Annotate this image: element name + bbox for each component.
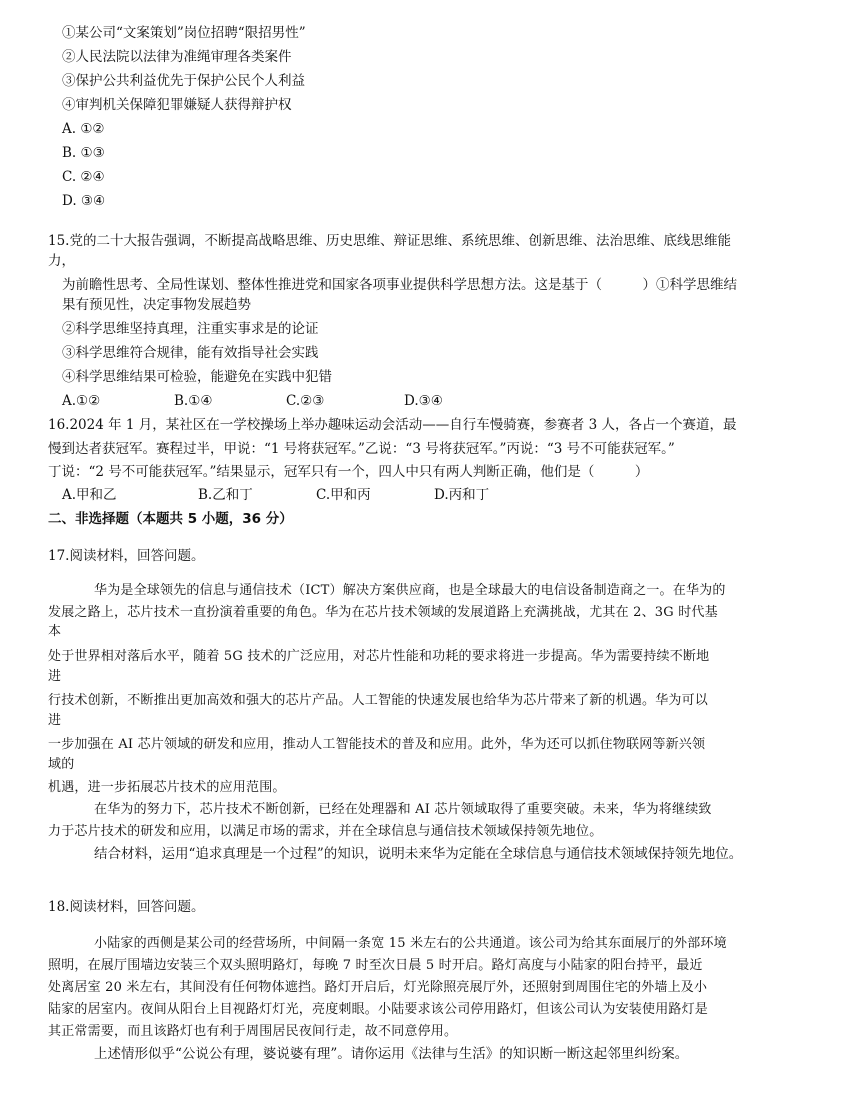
q16-stem-line-2: 慢到达者获冠军。赛程过半，甲说：“1 号将获冠军。”乙说：“3 号将获冠军。”丙说：“3 号不可能获冠军。” [48, 441, 675, 457]
q16-option-a: A.甲和乙 [62, 487, 117, 503]
q17-para-line: 进 [48, 669, 62, 684]
q17-para-line: 进 [48, 713, 62, 728]
q14-option-b: B. ①③ [62, 145, 105, 161]
q17-para-line: 域的 [48, 757, 75, 772]
q15-option-a: A.①② [62, 393, 101, 409]
q14-option-a: A. ①② [62, 121, 105, 137]
q16-option-c: C.甲和丙 [316, 487, 371, 503]
q14-item-4: ④审判机关保障犯罪嫌疑人获得辩护权 [62, 97, 292, 113]
q17-para-line: 一步加强在 AI 芯片领域的研发和应用，推动人工智能技术的普及和应用。此外，华为还可以抓住物联网等新兴领 [48, 737, 706, 752]
q18-para-line: 其正常需要，而且该路灯也有利于周围居民夜间行走，故不同意停用。 [48, 1024, 458, 1039]
q17-para-line: 华为是全球领先的信息与通信技术（ICT）解决方案供应商，也是全球最大的电信设备制造商之一。在华为的 [94, 583, 726, 598]
q18-para-line: 照明，在展厅围墙边安装三个双头照明路灯，每晚 7 时至次日晨 5 时开启。路灯高度与小陆家的阳台持平，最近 [48, 958, 703, 973]
q17-para-line: 处于世界相对落后水平，随着 5G 技术的广泛应用，对芯片性能和功耗的要求将进一步提高。华为需要持续不断地 [48, 649, 710, 664]
q15-stem-line-1: 15.党的二十大报告强调，不断提高战略思维、历史思维、辩证思维、系统思维、创新思维、法治思维、底线思维能 [48, 233, 731, 249]
q17-para-line: 机遇，进一步拓展芯片技术的应用范围。 [48, 780, 286, 795]
q15-option-d: D.③④ [404, 393, 443, 409]
q15-item-3: ③科学思维符合规律，能有效指导社会实践 [62, 345, 319, 361]
q17-para-line: 力于芯片技术的研发和应用，以满足市场的需求，并在全球信息与通信技术领域保持领先地位。 [48, 824, 603, 839]
q16-stem-line-3: 丁说：“2 号不可能获冠军。”结果显示，冠军只有一个，四人中只有两人判断正确，他们是（ ） [48, 464, 649, 480]
q17-para-line: 行技术创新，不断推出更加高效和强大的芯片产品。人工智能的快速发展也给华为芯片带来了新的机遇。华为可以 [48, 693, 709, 708]
q16-option-d: D.丙和丁 [434, 487, 490, 503]
q18-title: 18.阅读材料，回答问题。 [48, 899, 205, 915]
q16-stem-line-1: 16.2024 年 1 月，某社区在一学校操场上举办趣味运动会活动——自行车慢骑赛，参赛者 3 人，各占一个赛道，最 [48, 417, 737, 433]
q15-option-b: B.①④ [174, 393, 213, 409]
q18-question: 上述情形似乎“公说公有理，婆说婆有理”。请你运用《法律与生活》的知识断一断这起邻里纠纷案。 [94, 1046, 689, 1062]
q17-para-line: 在华为的努力下，芯片技术不断创新，已经在处理器和 AI 芯片领域取得了重要突破。未来，华为将继续致 [94, 802, 712, 817]
section-heading: 二、非选择题（本题共 5 小题，36 分） [48, 511, 293, 527]
q18-para-line: 陆家的居室内。夜间从阳台上目视路灯灯光，亮度刺眼。小陆要求该公司停用路灯，但该公司认为安装使用路灯是 [48, 1002, 709, 1017]
q15-item-1: 果有预见性，决定事物发展趋势 [62, 297, 251, 313]
q14-item-1: ①某公司“文案策划”岗位招聘“限招男性” [62, 25, 306, 41]
q15-item-4: ④科学思维结果可检验，能避免在实践中犯错 [62, 369, 332, 385]
q15-item-2: ②科学思维坚持真理，注重实事求是的论证 [62, 321, 319, 337]
q18-para-line: 小陆家的西侧是某公司的经营场所，中间隔一条宽 15 米左右的公共通道。该公司为给其东面展厅的外部环境 [94, 936, 727, 951]
q17-para-line: 发展之路上，芯片技术一直扮演着重要的角色。华为在芯片技术领域的发展道路上充满挑战，尤其在 2、3G 时代基 [48, 605, 718, 620]
q17-title: 17.阅读材料，回答问题。 [48, 548, 205, 564]
q17-para-line: 本 [48, 624, 62, 639]
q18-para-line: 处离居室 20 米左右，其间没有任何物体遮挡。路灯开启后，灯光除照亮展厅外，还照射到周围住宅的外墙上及小 [48, 980, 708, 995]
q15-option-c: C.②③ [286, 393, 325, 409]
q14-item-2: ②人民法院以法律为准绳审理各类案件 [62, 49, 292, 65]
q16-option-b: B.乙和丁 [198, 487, 253, 503]
q14-option-d: D. ③④ [62, 193, 106, 209]
q15-stem-line-3: 为前瞻性思考、全局性谋划、整体性推进党和国家各项事业提供科学思想方法。这是基于（ ）①科学思维结 [62, 277, 737, 293]
q14-option-c: C. ②④ [62, 169, 105, 185]
q14-item-3: ③保护公共利益优先于保护公民个人利益 [62, 73, 305, 89]
q15-stem-line-2: 力， [48, 253, 75, 269]
q17-question: 结合材料，运用“追求真理是一个过程”的知识，说明未来华为定能在全球信息与通信技术领域保持领先地位。 [94, 846, 743, 862]
